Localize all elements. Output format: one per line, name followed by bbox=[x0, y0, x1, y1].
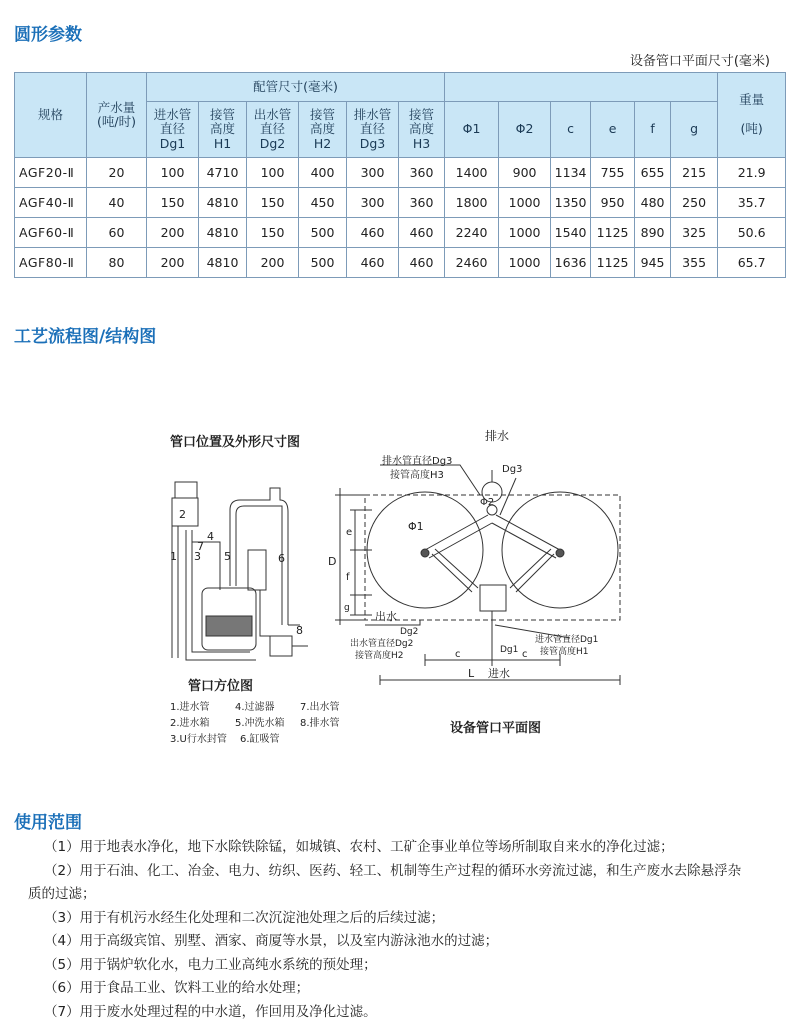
table-cell: 4810 bbox=[199, 248, 247, 278]
table-cell: 50.6 bbox=[718, 218, 786, 248]
table-cell: 200 bbox=[247, 248, 299, 278]
usage-item-5: （5）用于锅炉软化水，电力工业高纯水系统的预处理； bbox=[44, 956, 377, 973]
usage-item-3: （3）用于有机污水经生化处理和二次沉淀池处理之后的后续过滤； bbox=[44, 909, 445, 926]
table-cell: 80 bbox=[87, 248, 147, 278]
label-dg1: Dg1 bbox=[500, 645, 519, 655]
usage-list bbox=[14, 836, 786, 1024]
table-cell: 1125 bbox=[591, 248, 635, 278]
table-cell: 1540 bbox=[551, 218, 591, 248]
table-cell: 500 bbox=[299, 218, 347, 248]
table-cell: 460 bbox=[347, 248, 399, 278]
table-cell: 65.7 bbox=[718, 248, 786, 278]
table-cell: 460 bbox=[347, 218, 399, 248]
table-caption: 设备管口平面尺寸(毫米) bbox=[629, 54, 770, 69]
table-cell: 460 bbox=[399, 248, 445, 278]
label-h3-desc: 接管高度H3 bbox=[390, 470, 444, 481]
table-cell: 300 bbox=[347, 188, 399, 218]
label-inlet: 进水 bbox=[488, 667, 510, 680]
table-cell: 4710 bbox=[199, 158, 247, 188]
piping-orientation-drawing bbox=[172, 482, 308, 660]
usage-item-1: （1）用于地表水净化，地下水除铁除锰，如城镇、农村、工矿企事业单位等场所制取自来水的净化过滤； bbox=[44, 839, 674, 855]
label-dg3: Dg3 bbox=[502, 464, 523, 475]
table-cell: 480 bbox=[635, 188, 671, 218]
legend-item-2: 2.进水箱 bbox=[170, 718, 210, 729]
label-dg2-desc: 出水管直径Dg2 bbox=[350, 639, 414, 649]
left-num-3: 3 bbox=[194, 550, 201, 563]
th-capacity: 产水量 (吨/时) bbox=[87, 73, 147, 158]
label-c-right: c bbox=[522, 649, 528, 660]
table-cell: 35.7 bbox=[718, 188, 786, 218]
left-num-4: 4 bbox=[207, 530, 214, 543]
table-cell: 100 bbox=[147, 158, 199, 188]
label-l: L bbox=[468, 667, 475, 680]
table-cell: 250 bbox=[671, 188, 718, 218]
table-cell: 355 bbox=[671, 248, 718, 278]
table-cell: 1000 bbox=[499, 218, 551, 248]
th-e: e bbox=[591, 102, 635, 158]
table-row bbox=[15, 248, 786, 278]
label-e: e bbox=[346, 527, 353, 538]
legend-item-3: 3.U行水封管 bbox=[170, 734, 227, 745]
th-f: f bbox=[635, 102, 671, 158]
th-pipe-group: 配管尺寸(毫米) bbox=[147, 73, 445, 102]
label-dg3-desc: 排水管直径Dg3 bbox=[382, 456, 453, 467]
legend-item-8: 8.排水管 bbox=[300, 718, 340, 729]
table-cell: 1134 bbox=[551, 158, 591, 188]
th-dg2: 出水管 直径 Dg2 bbox=[247, 102, 299, 158]
table-cell: 4810 bbox=[199, 188, 247, 218]
th-dim-group-blank bbox=[445, 73, 718, 102]
table-row bbox=[15, 188, 786, 218]
table-row bbox=[15, 218, 786, 248]
section-title-process: 工艺流程图/结构图 bbox=[14, 327, 157, 347]
label-drain: 排水 bbox=[485, 429, 510, 443]
table-cell: 655 bbox=[635, 158, 671, 188]
th-weight: 重量 (吨) bbox=[718, 73, 786, 158]
legend bbox=[170, 700, 340, 745]
label-d: D bbox=[328, 555, 337, 568]
structure-diagram bbox=[150, 420, 650, 750]
label-h1-desc: 接管高度H1 bbox=[540, 647, 589, 657]
left-diagram-title: 管口位置及外形尺寸图 bbox=[170, 435, 301, 450]
table-cell: 950 bbox=[591, 188, 635, 218]
usage-item-7: （7）用于废水处理过程的中水道，作回用及净化过滤。 bbox=[44, 1003, 377, 1020]
table-cell: 1350 bbox=[551, 188, 591, 218]
right-diagram-caption: 设备管口平面图 bbox=[450, 721, 542, 736]
table-cell: 20 bbox=[87, 158, 147, 188]
th-dg3: 排水管 直径 Dg3 bbox=[347, 102, 399, 158]
table-cell: 1125 bbox=[591, 218, 635, 248]
th-dg1: 进水管 直径 Dg1 bbox=[147, 102, 199, 158]
table-cell: 400 bbox=[299, 158, 347, 188]
th-model: 规格 bbox=[15, 73, 87, 158]
table-cell: 200 bbox=[147, 248, 199, 278]
table-cell: 900 bbox=[499, 158, 551, 188]
table-cell: 500 bbox=[299, 248, 347, 278]
legend-item-1: 1.进水管 bbox=[170, 702, 210, 713]
table-cell: 60 bbox=[87, 218, 147, 248]
th-h3: 接管 高度 H3 bbox=[399, 102, 445, 158]
left-diagram-caption: 管口方位图 bbox=[188, 679, 254, 694]
th-phi2: Φ2 bbox=[499, 102, 551, 158]
table-cell: 300 bbox=[347, 158, 399, 188]
table-row bbox=[15, 158, 786, 188]
table-cell: 360 bbox=[399, 158, 445, 188]
table-cell: 4810 bbox=[199, 218, 247, 248]
left-num-8: 8 bbox=[296, 624, 303, 637]
table-cell: 1636 bbox=[551, 248, 591, 278]
table-cell: 360 bbox=[399, 188, 445, 218]
table-cell: 450 bbox=[299, 188, 347, 218]
legend-item-5: 5.冲洗水箱 bbox=[235, 718, 285, 729]
table-cell: 755 bbox=[591, 158, 635, 188]
table-cell: 2460 bbox=[445, 248, 499, 278]
section-title-usage: 使用范围 bbox=[14, 813, 82, 833]
legend-item-4: 4.过滤器 bbox=[235, 702, 275, 713]
th-phi1: Φ1 bbox=[445, 102, 499, 158]
usage-item-2-cont: 质的过滤； bbox=[28, 886, 96, 902]
model-cell: AGF60-Ⅱ bbox=[15, 218, 87, 248]
left-num-1: 1 bbox=[170, 550, 177, 563]
table-cell: 2240 bbox=[445, 218, 499, 248]
usage-item-6: （6）用于食品工业、饮料工业的给水处理； bbox=[44, 980, 310, 996]
label-f: f bbox=[346, 572, 350, 583]
left-num-5: 5 bbox=[224, 550, 231, 563]
left-num-6: 6 bbox=[278, 552, 285, 565]
table-cell: 460 bbox=[399, 218, 445, 248]
table-cell: 150 bbox=[147, 188, 199, 218]
th-c: c bbox=[551, 102, 591, 158]
table-cell: 1800 bbox=[445, 188, 499, 218]
label-g: g bbox=[344, 603, 350, 613]
label-outlet: 出水 bbox=[375, 610, 397, 623]
usage-item-4: （4）用于高级宾馆、别墅、酒家、商厦等水景，以及室内游泳池水的过滤； bbox=[44, 933, 499, 949]
table-cell: 200 bbox=[147, 218, 199, 248]
legend-item-6: 6.缸吸管 bbox=[240, 734, 280, 745]
table-cell: 890 bbox=[635, 218, 671, 248]
label-c-left: c bbox=[455, 649, 461, 660]
model-cell: AGF20-Ⅱ bbox=[15, 158, 87, 188]
legend-item-7: 7.出水管 bbox=[300, 702, 340, 713]
label-phi1: Φ1 bbox=[408, 520, 424, 533]
table-cell: 325 bbox=[671, 218, 718, 248]
spec-table bbox=[14, 72, 786, 278]
table-cell: 150 bbox=[247, 218, 299, 248]
th-g: g bbox=[671, 102, 718, 158]
th-h2: 接管 高度 H2 bbox=[299, 102, 347, 158]
label-h2-desc: 接管高度H2 bbox=[355, 651, 404, 661]
table-cell: 1400 bbox=[445, 158, 499, 188]
table-cell: 21.9 bbox=[718, 158, 786, 188]
table-cell: 100 bbox=[247, 158, 299, 188]
left-num-7: 7 bbox=[197, 540, 204, 553]
left-num-2: 2 bbox=[179, 508, 186, 521]
table-cell: 40 bbox=[87, 188, 147, 218]
label-dg2: Dg2 bbox=[400, 627, 419, 637]
table-cell: 945 bbox=[635, 248, 671, 278]
label-dg1-desc: 进水管直径Dg1 bbox=[535, 635, 599, 645]
model-cell: AGF80-Ⅱ bbox=[15, 248, 87, 278]
table-cell: 150 bbox=[247, 188, 299, 218]
section-title-params: 圆形参数 bbox=[14, 25, 82, 45]
table-cell: 1000 bbox=[499, 188, 551, 218]
usage-item-2: （2）用于石油、化工、冶金、电力、纺织、医药、轻工、机制等生产过程的循环水旁流过滤，和生产废水去除悬浮杂 bbox=[44, 862, 742, 879]
table-cell: 1000 bbox=[499, 248, 551, 278]
model-cell: AGF40-Ⅱ bbox=[15, 188, 87, 218]
th-h1: 接管 高度 H1 bbox=[199, 102, 247, 158]
label-phi2: Φ2 bbox=[480, 497, 495, 508]
table-cell: 215 bbox=[671, 158, 718, 188]
